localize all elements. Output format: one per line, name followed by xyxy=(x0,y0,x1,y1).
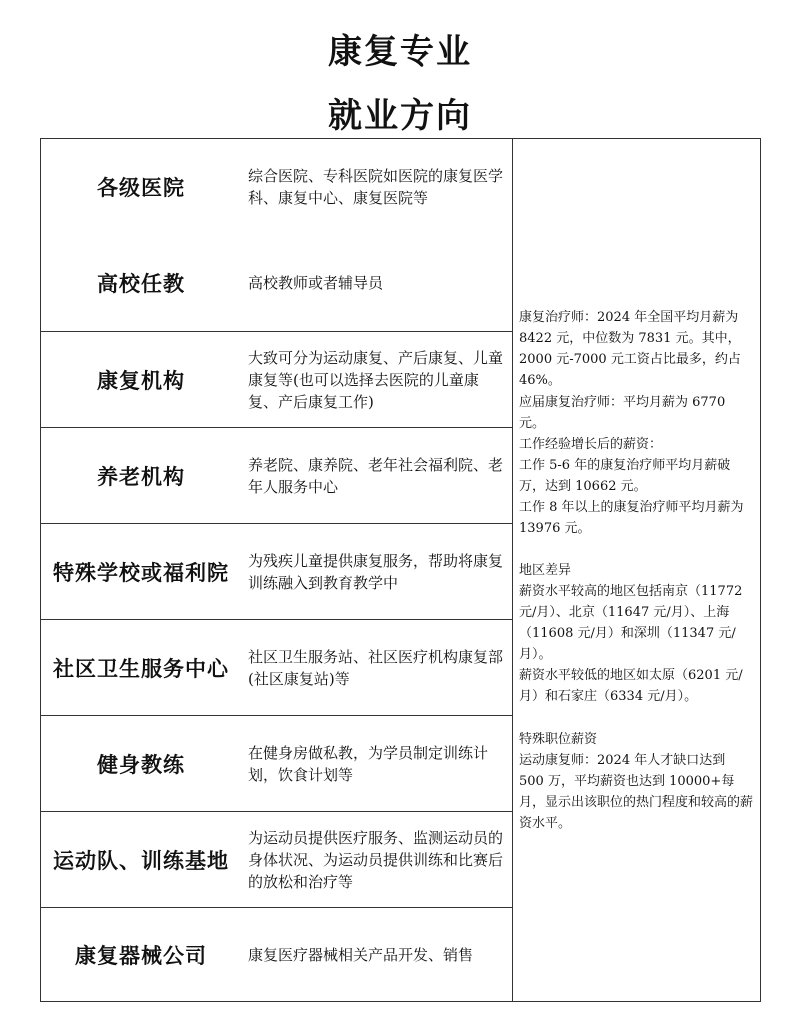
career-list xyxy=(41,139,513,1001)
table-row xyxy=(41,907,512,1001)
salary-overview xyxy=(519,307,754,391)
special-section xyxy=(519,729,754,834)
experience-8-text: 工作 8 年以上的康复治疗师平均月薪为 13976 元。 xyxy=(519,500,744,536)
row-description: 综合医院、专科医院如医院的康复医学科、康复中心、康复医院等 xyxy=(248,167,504,207)
row-description: 在健身房做私教，为学员制定训练计划，饮食计划等 xyxy=(248,743,489,784)
table-row xyxy=(41,235,512,331)
row-description: 康复医疗器械相关产品开发、销售 xyxy=(248,945,474,964)
row-category: 健身教练 xyxy=(97,752,185,777)
page-subtitle: 就业方向 xyxy=(328,96,472,136)
experience-5-6-text: 工作 5-6 年的康复治疗师平均月薪破万，达到 10662 元。 xyxy=(519,458,731,494)
special-body-text: 运动康复师：2024 年人才缺口达到 500 万，平均薪资也达到 10000+每月，显示出该职位的热门程度和较高的薪资水平。 xyxy=(519,753,754,831)
table-row xyxy=(41,139,512,235)
career-table xyxy=(40,138,761,1002)
row-description: 大致可分为运动康复、产后康复、儿童康复等(也可以选择去医院的儿童康复、产后康复工作) xyxy=(248,348,504,411)
row-category: 康复器械公司 xyxy=(75,943,207,968)
salary-panel xyxy=(519,139,754,1001)
region-high-text: 薪资水平较高的地区包括南京（11772 元/月）、北京（11647 元/月）、上海（11608 元/月）和深圳（11347 元/月）。 xyxy=(519,584,743,662)
special-heading: 特殊职位薪资 xyxy=(519,732,598,747)
row-description: 为运动员提供医疗服务、监测运动员的身体状况、为运动员提供训练和比赛后的放松和治疗等 xyxy=(248,828,504,891)
table-row xyxy=(41,427,512,523)
salary-experience xyxy=(519,392,754,539)
salary-graduate-text: 应届康复治疗师：平均月薪为 6770 元。 xyxy=(519,395,726,431)
row-description: 为残疾儿童提供康复服务，帮助将康复训练融入到教育教学中 xyxy=(248,551,504,592)
region-section xyxy=(519,560,754,707)
table-row xyxy=(41,619,512,715)
row-category: 运动队、训练基地 xyxy=(53,848,229,873)
row-category: 高校任教 xyxy=(97,272,185,296)
region-low-text: 薪资水平较低的地区如太原（6201 元/月）和石家庄（6334 元/月）。 xyxy=(519,668,743,704)
row-description: 高校教师或者辅导员 xyxy=(248,274,384,292)
row-category: 养老机构 xyxy=(97,464,185,489)
salary-therapist-text: 康复治疗师：2024 年全国平均月薪为 8422 元，中位数为 7831 元。其中，2000 元-7000 元工资占比最多，约占 46%。 xyxy=(519,310,741,388)
experience-heading: 工作经验增长后的薪资： xyxy=(519,437,663,452)
row-description: 养老院、康养院、老年社会福利院、老年人服务中心 xyxy=(248,455,504,496)
table-row xyxy=(41,811,512,907)
table-row xyxy=(41,523,512,619)
row-category: 各级医院 xyxy=(97,176,185,200)
page-title: 康复专业 xyxy=(328,32,472,72)
table-row xyxy=(41,715,512,811)
row-category: 康复机构 xyxy=(97,368,185,393)
table-row xyxy=(41,331,512,427)
row-category: 特殊学校或福利院 xyxy=(53,560,229,585)
region-heading: 地区差异 xyxy=(519,563,572,578)
row-category: 社区卫生服务中心 xyxy=(53,656,229,681)
row-description: 社区卫生服务站、社区医疗机构康复部(社区康复站)等 xyxy=(248,647,504,688)
